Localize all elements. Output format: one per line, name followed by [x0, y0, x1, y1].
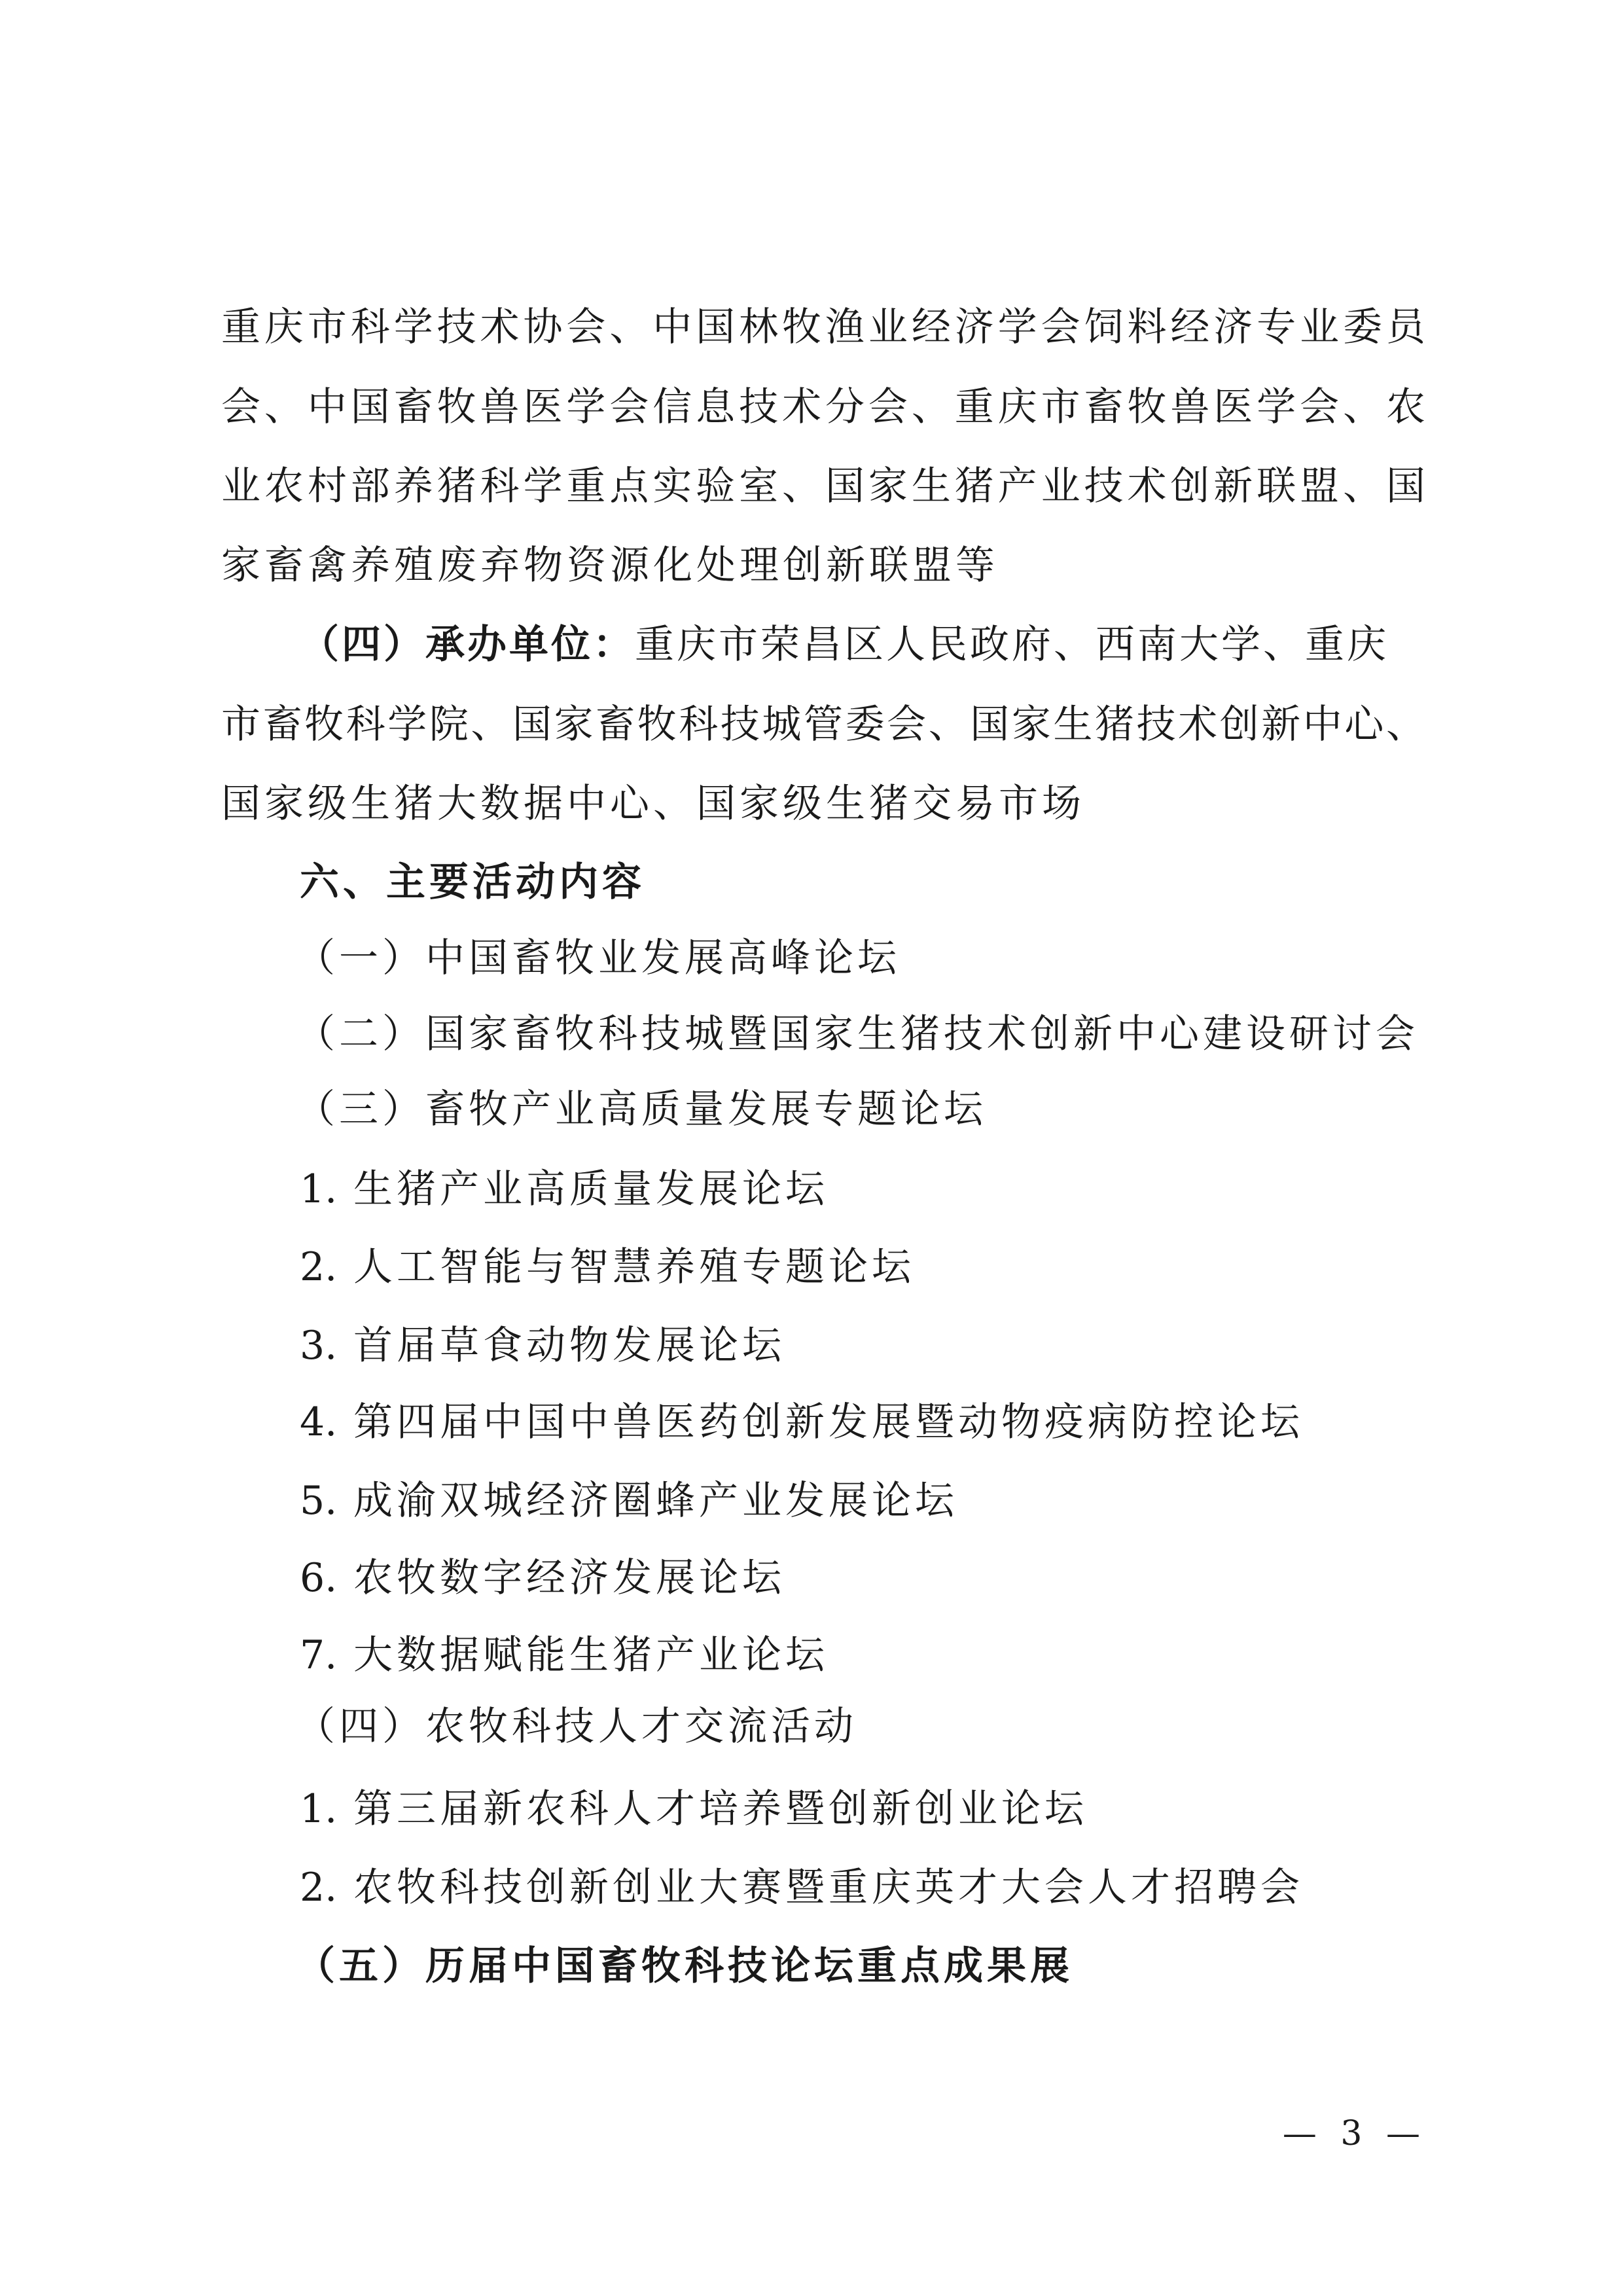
activity-item-2: （二）国家畜牧科技城暨国家生猪技术创新中心建设研讨会: [296, 1011, 1419, 1057]
forum-item-7: [300, 1632, 1425, 1678]
organizers-line-1: 重庆市科学技术协会、中国林牧渔业经济学会饲料经济专业委员: [221, 304, 1425, 350]
page-number: — 3 —: [1282, 2114, 1427, 2153]
talent-number: 2.: [300, 1865, 338, 1910]
forum-text: 人工智能与智慧养殖专题论坛: [353, 1244, 915, 1290]
talent-item-2: [300, 1865, 1425, 1910]
exhibition-title: （五）历届中国畜牧科技论坛重点成果展: [296, 1943, 1073, 1989]
forum-number: 6.: [300, 1555, 338, 1601]
forum-item-3: [300, 1323, 1425, 1369]
forum-item-4: [300, 1399, 1425, 1445]
host-units-line-3: 国家级生猪大数据中心、国家级生猪交易市场: [221, 781, 1085, 827]
forum-number: 4.: [300, 1399, 338, 1445]
forum-item-6: [300, 1555, 1425, 1601]
forum-text: 大数据赋能生猪产业论坛: [353, 1632, 829, 1678]
host-units-text-1: 重庆市荣昌区人民政府、西南大学、重庆: [635, 622, 1389, 668]
forum-text: 农牧数字经济发展论坛: [353, 1555, 785, 1601]
talent-title: （四）农牧科技人才交流活动: [296, 1704, 857, 1749]
host-units-line-2: 市畜牧科学院、国家畜牧科技城管委会、国家生猪技术创新中心、: [221, 702, 1425, 747]
forum-number: 5.: [300, 1478, 338, 1524]
forum-text: 第四届中国中兽医药创新发展暨动物疫病防控论坛: [353, 1399, 1304, 1445]
talent-text: 农牧科技创新创业大赛暨重庆英才大会人才招聘会: [353, 1865, 1304, 1910]
forum-number: 3.: [300, 1323, 338, 1369]
forum-item-1: [300, 1166, 1425, 1212]
section-six-title: 六、主要活动内容: [300, 859, 645, 905]
organizers-line-4: 家畜禽养殖废弃物资源化处理创新联盟等: [221, 543, 999, 588]
talent-item-1: [300, 1786, 1425, 1832]
host-units-label: （四）承办单位：: [300, 622, 635, 668]
forum-item-2: [300, 1244, 1425, 1290]
forum-number: 7.: [300, 1632, 338, 1678]
forum-text: 生猪产业高质量发展论坛: [353, 1166, 829, 1212]
activity-item-1: （一）中国畜牧业发展高峰论坛: [296, 935, 901, 981]
activity-item-3: （三）畜牧产业高质量发展专题论坛: [296, 1086, 987, 1132]
talent-number: 1.: [300, 1786, 338, 1832]
forum-number: 1.: [300, 1166, 338, 1212]
organizers-line-3: 业农村部养猪科学重点实验室、国家生猪产业技术创新联盟、国: [221, 463, 1425, 509]
host-units-line-1: [300, 622, 1425, 668]
forum-number: 2.: [300, 1244, 338, 1290]
organizers-line-2: 会、中国畜牧兽医学会信息技术分会、重庆市畜牧兽医学会、农: [221, 384, 1425, 430]
forum-text: 首届草食动物发展论坛: [353, 1323, 785, 1369]
talent-text: 第三届新农科人才培养暨创新创业论坛: [353, 1786, 1088, 1832]
forum-item-5: [300, 1478, 1425, 1524]
forum-text: 成渝双城经济圈蜂产业发展论坛: [353, 1478, 958, 1524]
